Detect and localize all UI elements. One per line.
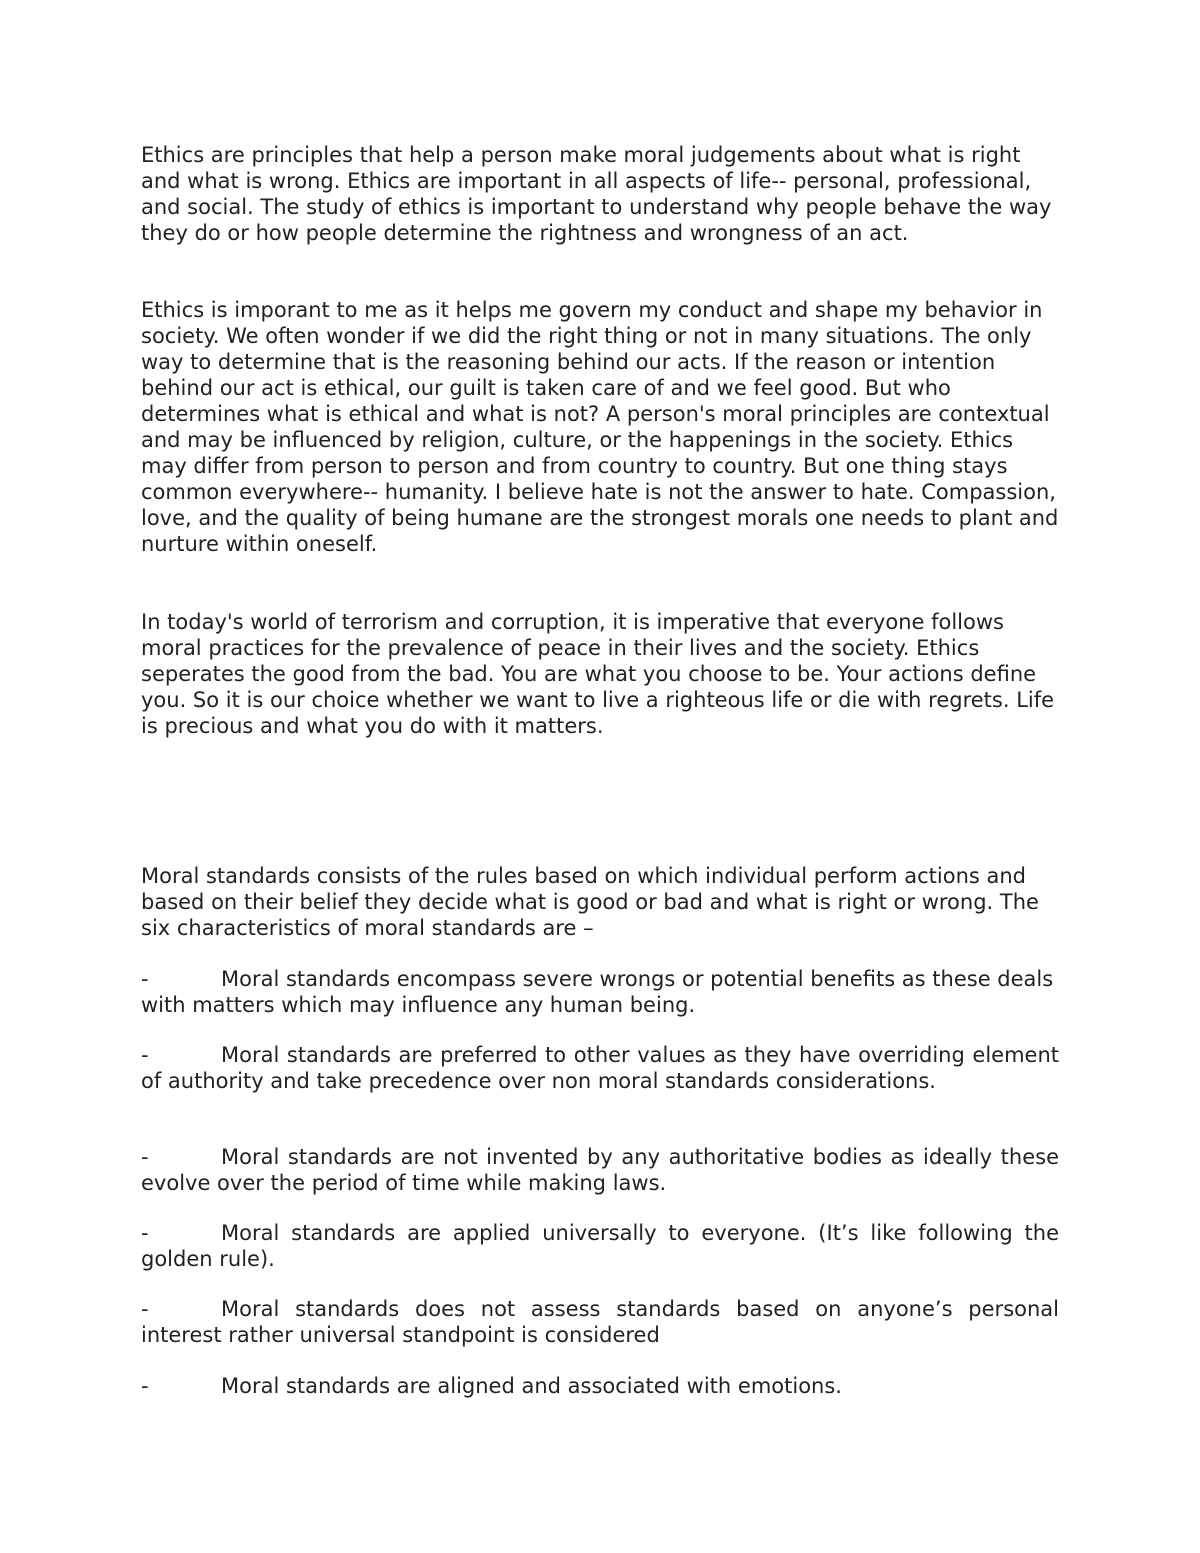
bullet-text: Moral standards are preferred to other values as they have overriding element of authority and take precedence over non moral standards considerations.: [141, 1043, 1059, 1093]
paragraph-text: Ethics is imporant to me as it helps me govern my conduct and shape my behavior in society. We often wonder if we did the right thing or not in many situations. The only way to determine that is the reasoning behind our acts. If the reason or intention behind our act is ethical, our guilt is taken care of and we feel good. But who determines what is ethical and what is not? A person's moral principles are contextual and may be influenced by religion, culture, or the happenings in the society. Ethics may differ from person to person and from country to country. But one thing stays common everywhere-- humanity. I believe hate is not the answer to hate. Compassion, love, and the quality of being humane are the strongest morals one needs to plant and nurture within oneself.: [141, 298, 1059, 556]
paragraph-ethics-definition: [141, 142, 1059, 246]
bullet-marker: -: [141, 1043, 149, 1067]
bullet-text: Moral standards are aligned and associated with emotions.: [221, 1374, 842, 1398]
bullet-marker: -: [141, 1145, 149, 1169]
bullet-text: Moral standards encompass severe wrongs or potential benefits as these deals with matters which may influence any human being.: [141, 967, 1054, 1017]
paragraph-ethics-today: [141, 609, 1059, 739]
paragraph-ethics-importance: [141, 297, 1059, 557]
bullet-marker: -: [141, 1297, 149, 1321]
bullet-text: Moral standards does not assess standards based on anyone’s personal interest rather universal standpoint is considered: [141, 1297, 1059, 1347]
bullet-marker: -: [141, 967, 149, 991]
bullet-marker: -: [141, 1221, 149, 1245]
paragraph-text: Moral standards consists of the rules based on which individual perform actions and based on their belief they decide what is good or bad and what is right or wrong. The six characteristics of moral standards are –: [141, 864, 1039, 940]
bullet-item: [141, 1296, 1059, 1348]
bullet-item: [141, 1220, 1059, 1272]
paragraph-text: In today's world of terrorism and corruption, it is imperative that everyone follows moral practices for the prevalence of peace in their lives and the society. Ethics seperates the good from the bad. You are what you choose to be. Your actions define you. So it is our choice whether we want to live a righteous life or die with regrets. Life is precious and what you do with it matters.: [141, 610, 1055, 738]
bullet-item: [141, 966, 1059, 1018]
paragraph-text: Ethics are principles that help a person make moral judgements about what is right and what is wrong. Ethics are important in all aspects of life-- personal, professional, and social. The study of ethics is important to understand why people behave the way they do or how people determine the rightness and wrongness of an act.: [141, 143, 1052, 245]
bullet-item: [141, 1144, 1059, 1196]
bullet-item: [141, 1042, 1059, 1094]
bullet-item: [141, 1373, 1059, 1399]
bullet-marker: -: [141, 1374, 149, 1398]
paragraph-moral-standards-intro: [141, 863, 1059, 941]
bullet-text: Moral standards are applied universally to everyone. (It’s like following the golden rule).: [141, 1221, 1059, 1271]
bullet-text: Moral standards are not invented by any authoritative bodies as ideally these evolve over the period of time while making laws.: [141, 1145, 1059, 1195]
